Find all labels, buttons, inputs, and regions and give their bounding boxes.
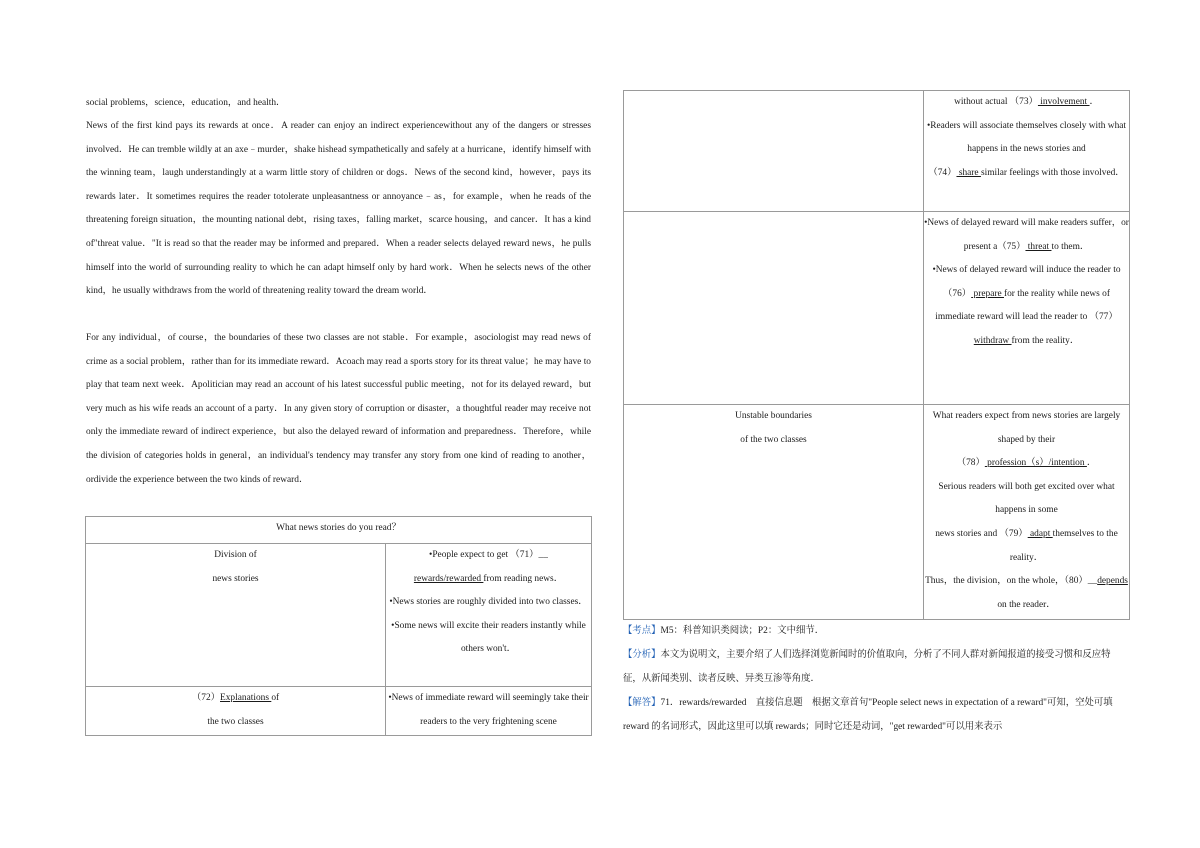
paragraph-3: For any individual，of course，the boundaries of these two classes are not stable．For example，asociologist may read news of crime as a social problem，rather than for its immediate reward．Acoach may read a sports story for its threat value；he may have to play that team next week．Apolitician may read an account of his latest successful public meeting，not for its delayed reward，but very much as his wife reads an account of a party．In any given story of corruption or disaster，a thoughtful reader may receive not only the immediate reward of indirect experience，but also the delayed reward of information and preparedness．Therefore，while the division of categories holds in general，an individual's tendency may transfer any story from one kind of reading to another，ordivide the experience between the two kinds of reward． (86, 333, 591, 485)
answer-77: withdraw (973, 335, 1012, 346)
item-71-tail: from reading news． (483, 573, 564, 584)
summary-table-part2 (623, 90, 1130, 620)
note-kaodian (623, 620, 1129, 644)
item-76-pre: •News of delayed reward will induce the reader to （76） (932, 265, 1121, 299)
item-80-pre: Thus，the division，on the whole，（80）__ (925, 576, 1098, 587)
item-73-post: ． (1089, 97, 1099, 107)
blank-72-num: （72） (191, 693, 221, 703)
division-label-a: Division of (214, 550, 257, 560)
answer-80: depends (1097, 576, 1128, 587)
item-79 (924, 523, 1129, 570)
item-75 (924, 212, 1129, 259)
table-title-text: What news stories do you read？ (276, 523, 401, 533)
item-73-pre: without actual （73） (954, 97, 1038, 107)
note-fenxi (623, 644, 1129, 691)
item-73 (924, 91, 1129, 115)
fenxi-text: 本文为说明文，主要介绍了人们选择浏览新闻时的价值取向，分析了不同人群对新闻报道的接受习惯和反应特征，从新闻类别、读者反映、异类互渗等角度． (623, 650, 1111, 684)
item-78-post: ． (1086, 458, 1097, 469)
answer-76: prepare (971, 288, 1004, 299)
item-71-line-a: •People expect to get （71）__ (429, 550, 548, 560)
immediate-reward-text: •News of immediate reward will seemingly take their readers to the very frightening scene (388, 693, 589, 727)
explanations-of: of (271, 693, 280, 703)
item-74-pre: （74） (928, 167, 957, 178)
item-serious: Serious readers will both get excited over what happens in some (938, 481, 1115, 516)
paragraph-1: social problems，science，education，and health． (86, 98, 286, 108)
item-74 (924, 162, 1129, 186)
answer-74: share (956, 167, 981, 178)
table-title (86, 517, 592, 544)
jieda-text: 71．rewards/rewarded 直接信息题 根据文章首句"People select news in expectation of a reward"可知，空处可填 reward 的名词形式，因此这里可以填 rewards；同时它还是动词，"get rewarded"可以用来表示 (623, 698, 1113, 732)
item-78 (924, 452, 1129, 476)
division-label-b: news stories (212, 573, 259, 584)
item-74-post: similar feelings with those involved． (980, 167, 1125, 178)
item-excite: •Some news will excite their readers instantly while others won't． (391, 620, 586, 655)
unstable-label-b: of the two classes (740, 434, 807, 445)
cell-unstable-label (624, 405, 924, 620)
item-77-post: from the reality． (1011, 335, 1080, 346)
cell-delayed-reward (924, 212, 1130, 405)
item-71-line-b (386, 568, 591, 592)
item-79-post: themselves to the reality． (1009, 528, 1118, 563)
item-77-pre: for the reality while news of immediate reward will lead the reader to （77） (935, 288, 1118, 323)
item-expect: What readers expect from news stories are largely shaped by their (932, 411, 1121, 445)
item-75-pre: •News of delayed reward will make readers suffer，or present a（75） (924, 218, 1129, 252)
fenxi-tag: 【分析】 (623, 650, 661, 660)
explanations-line-a (86, 687, 385, 711)
item-78-pre: （78） (956, 458, 985, 469)
summary-table-part1 (85, 516, 592, 736)
explanations-line-b: the two classes (207, 716, 264, 727)
item-80-post: on the reader． (997, 599, 1056, 610)
kaodian-tag: 【考点】 (623, 626, 661, 636)
cell-delayed-empty (624, 212, 924, 405)
cell-unstable-content (924, 405, 1130, 620)
item-79-pre: news stories and （79） (935, 528, 1028, 539)
answer-73: involvement (1037, 97, 1090, 107)
cell-continuation-empty (624, 91, 924, 212)
item-76-77 (924, 259, 1129, 353)
jieda-tag: 【解答】 (623, 698, 661, 708)
paragraph-2: News of the first kind pays its rewards at once．A reader can enjoy an indirect experiencewithout any of the dangers or stresses involved．He can tremble wildly at an axe﹣murder，shake hishead sympathetically and safely at a hurricane，identify himself with the winning team，laugh understandingly at a warm little story of children or dogs．News of the second kind，however，pays its rewards later．It sometimes requires the reader totolerate unpleasantness or annoyance﹣as，for example，when he reads of the threatening foreign situation，the mounting national debt，rising taxes，falling market，scarce housing，and cancer．It has a kind of"threat value．"It is read so that the reader may be informed and prepared．When a reader selects delayed reward news，he pulls himself into the world of surrounding reality to which he can adapt himself only by hard work．When he selects news of the other kind，he usually withdraws from the world of threatening reality toward the dream world． (86, 121, 591, 297)
item-divided: •News stories are roughly divided into two classes． (389, 597, 588, 608)
cell-immediate-cont (924, 91, 1130, 212)
cell-division-label (86, 544, 386, 687)
cell-immediate-reward (386, 687, 592, 736)
answer-79: adapt (1027, 528, 1053, 539)
item-80 (924, 570, 1129, 617)
kaodian-text: M5：科普知识类阅读；P2：文中细节． (660, 626, 825, 636)
cell-explanations-label (86, 687, 386, 736)
unstable-label-a: Unstable boundaries (735, 411, 812, 421)
answer-71: rewards/rewarded (413, 573, 484, 584)
item-associate: •Readers will associate themselves closely with what happens in the news stories and (926, 120, 1127, 155)
note-jieda (623, 692, 1129, 739)
item-75-post: to them． (1051, 241, 1090, 252)
answer-72: Explanations (220, 693, 272, 703)
answer-78: profession（s）/intention (984, 458, 1087, 469)
answer-75: threat (1025, 241, 1052, 252)
cell-division-content (386, 544, 592, 687)
